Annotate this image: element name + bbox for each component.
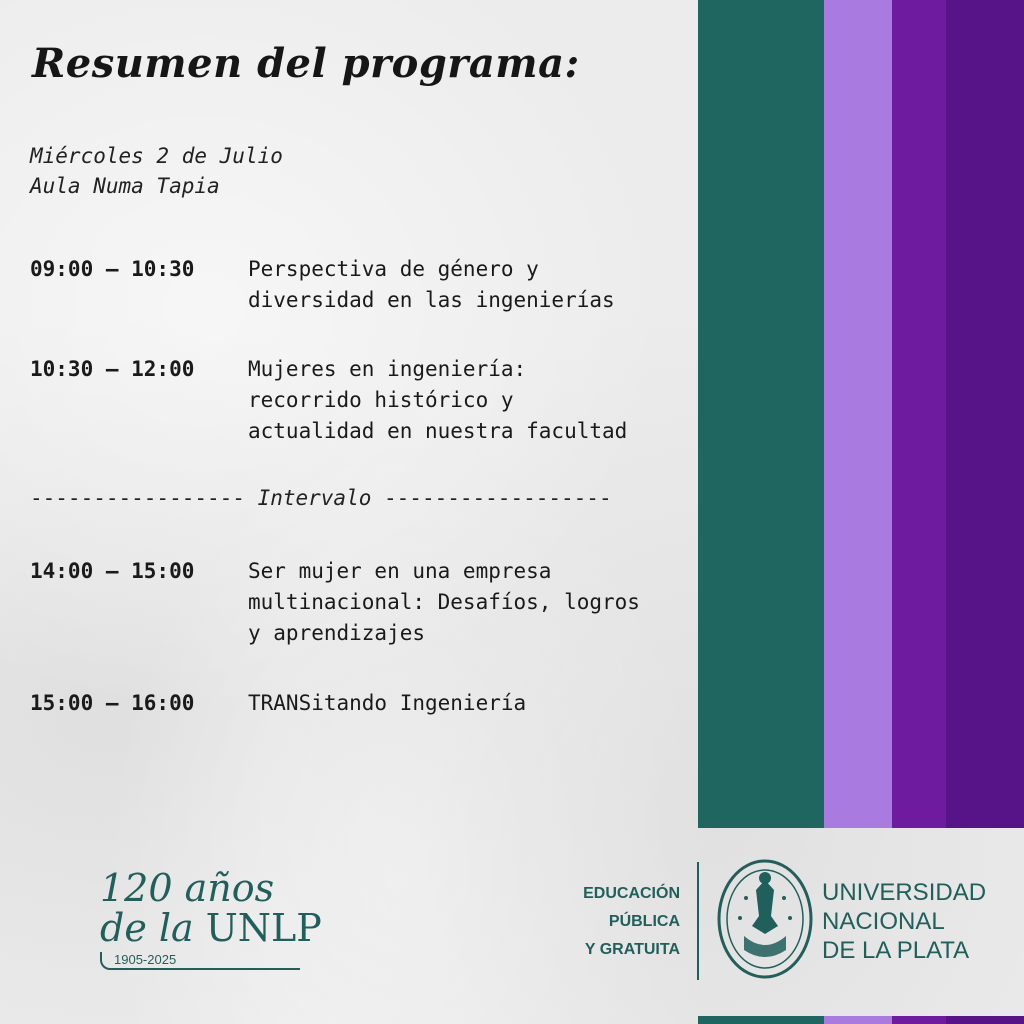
anniversary-de-la: de la [100,906,206,950]
decorative-stripes [698,0,1024,828]
bottom-stripes [698,1016,1024,1024]
bottom-stripe-deep-purple [946,1016,1024,1024]
interval-label: Intervalo [257,486,372,510]
schedule-time: 15:00 – 16:00 [30,691,195,715]
schedule-item [30,254,698,316]
slogan-line-2: PÚBLICA [608,913,680,930]
education-slogan [560,880,680,964]
schedule-item [30,354,698,447]
unlp-seal-icon [716,858,814,980]
schedule-time: 09:00 – 10:30 [30,257,195,281]
bottom-stripe-teal [698,1016,824,1024]
anniversary-subtitle [100,908,322,948]
schedule-description: Ser mujer en una empresa multinacional: Desafíos, logros y aprendizajes [248,559,640,645]
schedule-description: TRANSitando Ingeniería [248,691,527,715]
stripe-deep-purple [946,0,1024,828]
schedule-description: Mujeres en ingeniería: recorrido histórico y actualidad en nuestra facultad [248,357,628,443]
schedule-description: Perspectiva de género y diversidad en las ingenierías [248,257,615,312]
stripe-teal [698,0,824,828]
slogan-line-1: EDUCACIÓN [583,885,680,902]
anniversary-unlp: UNLP [205,906,322,950]
anniversary-title: 120 años [100,866,275,910]
anniversary-logo [100,868,322,970]
stripe-lavender [824,0,892,828]
schedule-item [30,556,698,649]
interval-divider [30,486,612,510]
divider-dashes-right: ------------------ [371,486,612,510]
university-name [822,878,986,965]
divider-dashes-left: ----------------- [30,486,258,510]
university-line-3: DE LA PLATA [822,937,970,964]
anniversary-years: 1905-2025 [100,952,300,970]
footer-divider [697,862,699,980]
schedule-time: 10:30 – 12:00 [30,357,195,381]
event-date: Miércoles 2 de Julio [30,144,283,168]
schedule-item [30,688,698,719]
event-room: Aula Numa Tapia [30,174,220,198]
bottom-stripe-lavender [824,1016,892,1024]
university-line-2: NACIONAL [822,908,945,935]
university-line-1: UNIVERSIDAD [822,879,987,906]
page-title: Resumen del programa: [32,40,580,87]
schedule-time: 14:00 – 15:00 [30,559,195,583]
bottom-stripe-purple [892,1016,946,1024]
stripe-purple [892,0,946,828]
slogan-line-3: Y GRATUITA [584,941,680,958]
